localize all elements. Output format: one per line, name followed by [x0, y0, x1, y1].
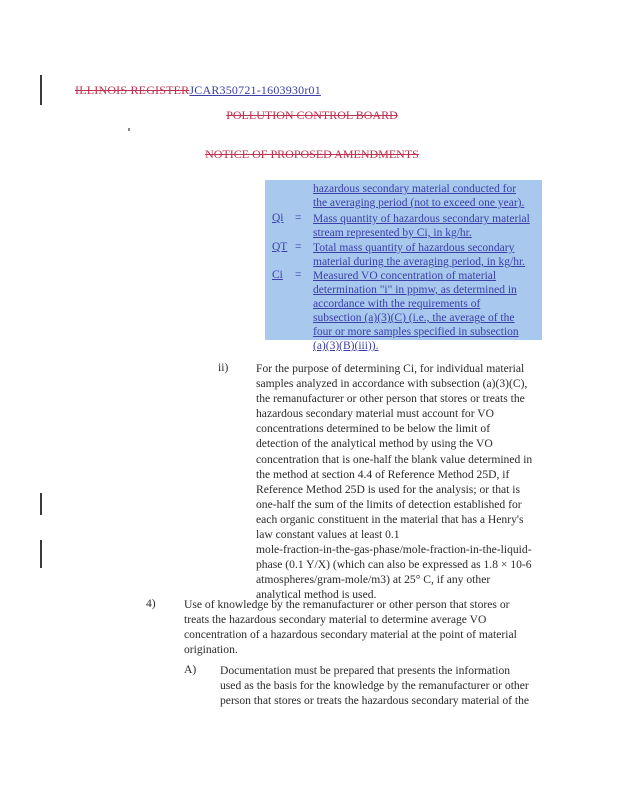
paragraph-line: atmospheres/gram-mole/m3) at 25° C, if any other	[256, 573, 491, 587]
notice-title: NOTICE OF PROPOSED AMENDMENTS	[205, 147, 419, 161]
paragraph-line: detection of the analytical method by using the VO	[256, 437, 493, 451]
paragraph-line: For the purpose of determining Ci, for individual material	[256, 362, 525, 375]
paragraph-line: the method at section 4.4 of Reference Method 25D, if	[256, 467, 510, 481]
paragraph-marker-ii: ii)	[218, 361, 229, 374]
symbol-qt: QT	[272, 241, 288, 253]
definition-line: accordance with the requirements of	[313, 298, 481, 310]
paragraph-line: hazardous secondary material must account for VO	[256, 407, 495, 421]
paragraph-line: concentration of a hazardous secondary material at the point of material	[184, 628, 517, 642]
symbol-ci: Ci	[272, 269, 283, 281]
definition-line: Mass quantity of hazardous secondary material	[313, 213, 530, 225]
jcar-inserted: JCAR350721-1603930r01	[189, 83, 321, 97]
paragraph-4	[184, 597, 517, 657]
paragraph-line: samples analyzed in accordance with subsection (a)(3)(C),	[256, 377, 528, 391]
scan-mark	[128, 128, 130, 131]
paragraph-a	[220, 663, 529, 708]
definition-continuation-line: the averaging period (not to exceed one year).	[313, 197, 525, 209]
paragraph-line: the remanufacturer or other person that stores or treats the	[256, 392, 525, 406]
paragraph-marker-a: A)	[184, 663, 197, 676]
revision-bar-middle	[40, 493, 42, 515]
board-title: POLLUTION CONTROL BOARD	[226, 108, 398, 122]
register-header	[75, 83, 321, 98]
definition-line: Total mass quantity of hazardous secondary	[313, 242, 515, 254]
paragraph-line: person that stores or treats the hazardous secondary material of the	[220, 694, 530, 708]
paragraph-line: origination.	[184, 643, 238, 657]
paragraph-line: each organic constituent in the material that has a Henry's	[256, 512, 524, 526]
revision-bar-lower	[40, 540, 42, 568]
paragraph-line: treats the hazardous secondary material to determine average VO	[184, 613, 487, 627]
paragraph-marker-4: 4)	[146, 597, 156, 610]
paragraph-line: analytical method is used.	[256, 588, 377, 602]
revision-bar-top	[40, 75, 42, 105]
paragraph-line: concentration that is one-half the blank value determined in	[256, 452, 533, 466]
paragraph-line: Documentation must be prepared that presents the information	[220, 664, 511, 677]
definition-line: (a)(3)(B)(iii)).	[313, 340, 379, 352]
definition-line: subsection (a)(3)(C) (i.e., the average of the	[313, 312, 515, 324]
equals-sign: =	[295, 269, 302, 281]
equals-sign: =	[295, 241, 302, 253]
paragraph-line: used as the basis for the knowledge by the remanufacturer or other	[220, 679, 529, 693]
register-deleted: ILLINOIS REGISTER	[75, 83, 190, 97]
equals-sign: =	[295, 212, 302, 224]
paragraph-line: concentrations determined to be below the limit of	[256, 422, 491, 436]
paragraph-line: law constant values at least 0.1	[256, 528, 400, 542]
definition-line: material during the averaging period, in kg/hr.	[313, 256, 526, 268]
symbol-qi: Qi	[272, 212, 284, 224]
paragraph-line: Reference Method 25D is used for the analysis; or that is	[256, 482, 521, 496]
paragraph-line: mole-fraction-in-the-gas-phase/mole-fraction-in-the-liquid-	[256, 543, 532, 557]
paragraph-ii	[256, 361, 532, 603]
paragraph-line: phase (0.1 Y/X) (which can also be expressed as 1.8 × 10-6	[256, 558, 532, 572]
paragraph-line: one-half the sum of the limits of detection established for	[256, 497, 522, 511]
paragraph-line: Use of knowledge by the remanufacturer or other person that stores or	[184, 598, 510, 611]
definition-line: stream represented by Ci, in kg/hr.	[313, 227, 472, 239]
definition-line: Measured VO concentration of material	[313, 270, 497, 282]
definition-continuation-line: hazardous secondary material conducted for	[313, 183, 517, 195]
definition-line: four or more samples specified in subsection	[313, 326, 519, 338]
definition-line: determination "i" in ppmw, as determined in	[313, 284, 517, 296]
